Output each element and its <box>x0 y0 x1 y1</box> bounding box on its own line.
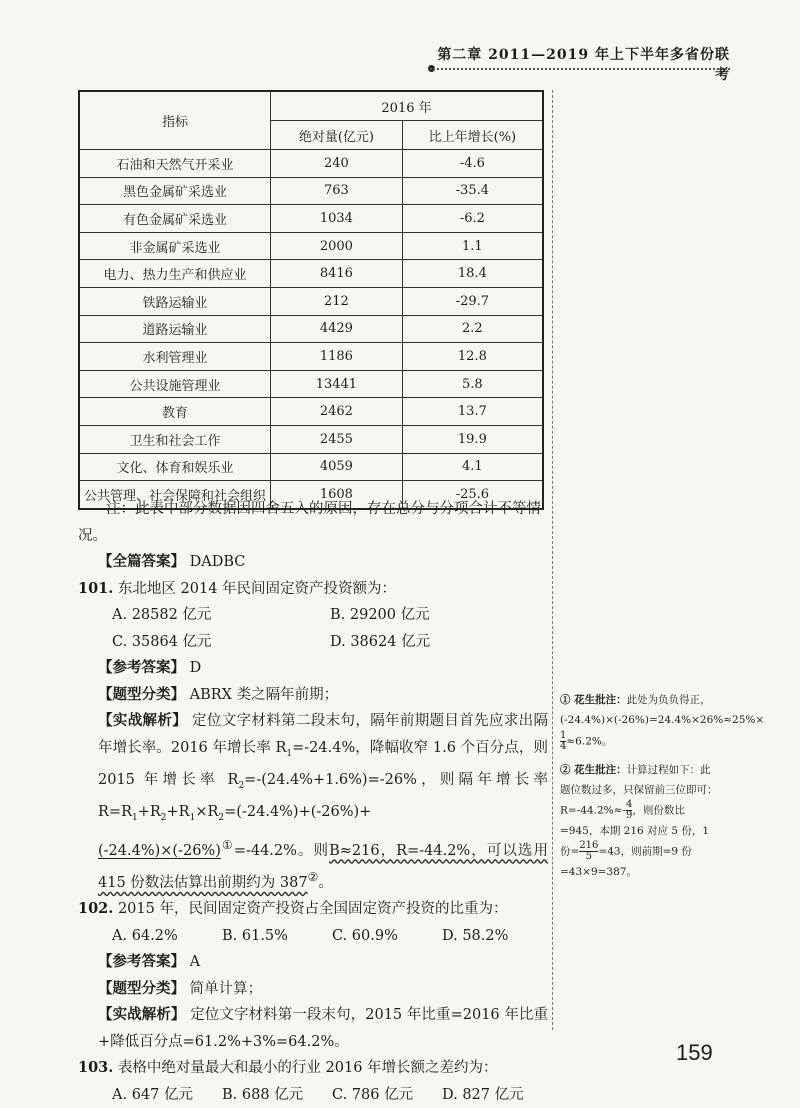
q101-analysis-part3: =-(24.4%+1.6%)=-26%，则隔年增长率 R=R <box>98 771 548 821</box>
q101-analysis <box>78 708 548 896</box>
abs-cell: 763 <box>271 177 403 205</box>
q101-analysis-part6: ×R <box>195 804 219 821</box>
industry-cell: 石油和天然气开采业 <box>79 150 271 178</box>
q102-type-value: 简单计算； <box>189 980 263 997</box>
note1-label: ① 花生批注： <box>560 694 627 706</box>
industry-cell: 道路运输业 <box>79 315 271 343</box>
q103-option-d: D. 827 亿元 <box>442 1086 524 1103</box>
industry-cell: 水利管理业 <box>79 343 271 371</box>
industry-cell: 卫生和社会工作 <box>79 425 271 453</box>
question-101 <box>78 576 548 603</box>
q101-type <box>78 682 548 709</box>
chapter-header: 第二章 2011—2019 年上下半年多省份联考 <box>437 47 730 83</box>
footnote-marker-2: ② <box>307 870 319 884</box>
question-103 <box>78 1055 548 1082</box>
note2-frac2-num: 216 <box>579 840 599 852</box>
q102-option-b: B. 61.5% <box>222 927 288 944</box>
industry-cell: 黑色金属矿采选业 <box>79 177 271 205</box>
q101-analysis-part9: =-44.2%。则 <box>233 842 330 859</box>
main-content <box>78 496 548 1108</box>
note2-frac2-den: 5 <box>585 851 593 863</box>
growth-cell: 4.1 <box>402 453 543 481</box>
q101-options-row2 <box>78 629 548 656</box>
header-growth: 比上年增长(%) <box>402 121 543 150</box>
header-year: 2016 年 <box>271 91 543 121</box>
q102-text: 2015 年，民间固定资产投资占全国固定资产投资的比重为： <box>117 901 508 918</box>
note2-frac-num: 4 <box>625 799 633 811</box>
abs-cell: 240 <box>271 150 403 178</box>
table-row <box>79 398 543 426</box>
table-row <box>79 177 543 205</box>
q101-analysis-part1: 定位文字材料第二段末句，隔年前期题目首先应求出隔年增长率。2016 年增长率 R <box>98 713 549 756</box>
margin-note-2 <box>560 760 720 883</box>
growth-cell: 5.8 <box>402 370 543 398</box>
q101-option-b: B. 29200 亿元 <box>330 607 430 623</box>
footnote-marker-1: ① <box>220 837 234 852</box>
industry-cell: 文化、体育和娱乐业 <box>79 453 271 481</box>
growth-cell: 18.4 <box>402 260 543 288</box>
q102-options <box>78 923 548 950</box>
abs-cell: 2455 <box>271 425 403 453</box>
note1-tail: ≈6.2%。 <box>566 735 613 748</box>
sub-1b: 1 <box>131 813 138 824</box>
abs-cell: 2000 <box>271 232 403 260</box>
abs-cell: 8416 <box>271 260 403 288</box>
growth-cell: 13.7 <box>402 398 543 426</box>
q101-answer-value: D <box>189 660 202 676</box>
table-row <box>79 425 543 453</box>
table-body <box>79 150 543 509</box>
abs-cell: 212 <box>271 287 403 315</box>
industry-cell: 公共设施管理业 <box>79 370 271 398</box>
q103-options <box>78 1082 548 1108</box>
q101-option-d: D. 38624 亿元 <box>330 633 431 650</box>
note2-text3: ，则份数比=945，本期 216 对应 5 份，1 份= <box>560 804 710 858</box>
q101-analysis-underlined: (-24.4%)×(-26%) <box>98 842 221 859</box>
note2-frac-den: 9 <box>625 810 633 822</box>
growth-cell: -29.7 <box>402 287 543 315</box>
page-number: 159 <box>676 1040 713 1065</box>
q102-option-d: D. 58.2% <box>442 927 509 944</box>
q102-answer <box>78 949 548 976</box>
industry-cell: 铁路运输业 <box>79 287 271 315</box>
q101-analysis-wavy: B≈216，R=-44.2%，可以选用 415 份数法估算出前期约为 387 <box>98 842 548 891</box>
table-row <box>79 205 543 233</box>
industry-cell: 非金属矿采选业 <box>79 232 271 260</box>
growth-cell: 19.9 <box>402 425 543 453</box>
sub-2c: 2 <box>218 813 225 824</box>
abs-cell: 1186 <box>271 343 403 371</box>
header-abs: 绝对量(亿元) <box>271 121 403 150</box>
margin-note-1 <box>560 690 765 752</box>
table-row <box>79 370 543 398</box>
header-indicator: 指标 <box>79 91 271 150</box>
table-row <box>79 453 543 481</box>
full-answer-value: DADBC <box>189 554 246 570</box>
sub-1c: 1 <box>189 813 196 824</box>
q102-option-a: A. 64.2% <box>112 927 178 944</box>
q101-answer <box>78 655 548 682</box>
q102-number: 102. <box>78 900 114 918</box>
table-row <box>79 260 543 288</box>
industry-cell: 公共管理、社会保障和社会组织 <box>79 481 271 509</box>
growth-cell: 1.1 <box>402 232 543 260</box>
growth-cell: 2.2 <box>402 315 543 343</box>
note1-frac-num: 1 <box>560 729 567 741</box>
investment-table <box>78 90 544 510</box>
q103-text: 表格中绝对量最大和最小的行业 2016 年增长额之差约为： <box>117 1060 498 1077</box>
growth-cell: -35.4 <box>402 177 543 205</box>
note2-text4: =43，则前期=9 份=43×9=387。 <box>560 845 692 879</box>
q101-options-row1 <box>78 602 548 629</box>
growth-cell: -4.6 <box>402 150 543 178</box>
table-note: 注：此表中部分数据因四舍五入的原因，存在总分与分项合计不等情况。 <box>78 501 541 544</box>
q103-option-c: C. 786 亿元 <box>332 1086 414 1103</box>
q101-type-value: ABRX 类之隔年前期； <box>189 686 339 703</box>
q102-option-c: C. 60.9% <box>332 927 398 944</box>
abs-cell: 13441 <box>271 370 403 398</box>
note2-fraction-2 <box>579 841 598 862</box>
q102-answer-label: 【参考答案】 <box>98 953 185 971</box>
table-row <box>79 343 543 371</box>
growth-cell: 12.8 <box>402 343 543 371</box>
q101-analysis-label: 【实战解析】 <box>98 712 188 729</box>
q102-analysis-text: 定位文字材料第一段末句，2015 年比重=2016 年比重+降低百分点=61.2%+3%=64.2%。 <box>98 1007 549 1050</box>
q101-analysis-part7: =(-24.4%)+(-26%)+ <box>224 804 372 821</box>
q103-option-a: A. 647 亿元 <box>112 1086 193 1103</box>
q102-type <box>78 976 548 1003</box>
margin-notes <box>560 690 765 883</box>
q101-type-label: 【题型分类】 <box>98 685 185 703</box>
note2-label: ② 花生批注： <box>560 763 627 776</box>
q101-analysis-part4: +R <box>137 804 161 821</box>
sub-2: 2 <box>238 780 245 791</box>
abs-cell: 1034 <box>271 205 403 233</box>
abs-cell: 1608 <box>271 481 403 509</box>
sub-1: 1 <box>286 748 293 759</box>
q103-number: 103. <box>78 1059 114 1077</box>
question-102 <box>78 896 548 923</box>
growth-cell: -25.6 <box>402 481 543 509</box>
note1-frac-den: 4 <box>560 740 567 752</box>
table-row <box>79 232 543 260</box>
full-answer-label: 【全篇答案】 <box>98 553 185 570</box>
q101-analysis-end: 。 <box>318 874 333 891</box>
q101-answer-label: 【参考答案】 <box>98 659 185 676</box>
q102-analysis-label: 【实战解析】 <box>98 1006 186 1024</box>
industry-cell: 有色金属矿采选业 <box>79 205 271 233</box>
table-row <box>79 315 543 343</box>
industry-cell: 电力、热力生产和供应业 <box>79 260 271 288</box>
abs-cell: 4429 <box>271 315 403 343</box>
q101-option-c: C. 35864 亿元 <box>112 633 212 650</box>
abs-cell: 4059 <box>271 453 403 481</box>
q101-analysis-part5: +R <box>166 804 190 821</box>
q102-analysis <box>78 1002 548 1055</box>
table-row <box>79 287 543 315</box>
full-answer <box>78 549 548 576</box>
q101-text: 东北地区 2014 年民间固定资产投资额为： <box>117 580 397 597</box>
industry-cell: 教育 <box>79 398 271 426</box>
header-rule <box>430 68 730 70</box>
q102-type-label: 【题型分类】 <box>98 979 185 997</box>
q101-analysis-part2: =-24.4%，降幅收窄 1.6 个百分点，则 2015 年增长率 R <box>98 739 548 788</box>
q101-number: 101. <box>78 579 114 597</box>
abs-cell: 2462 <box>271 398 403 426</box>
sub-2b: 2 <box>160 813 167 824</box>
note1-text: 此处为负负得正，(-24.4%)×(-26%)=24.4%×26%≈25%× <box>560 694 765 727</box>
q102-answer-value: A <box>189 954 201 971</box>
q101-option-a: A. 28582 亿元 <box>112 607 212 623</box>
growth-cell: -6.2 <box>402 205 543 233</box>
margin-divider <box>552 90 553 1030</box>
table-row <box>79 150 543 178</box>
note2-text2: R=-44.2%≈- <box>560 804 626 817</box>
q103-option-b: B. 688 亿元 <box>222 1086 304 1103</box>
note2-text1: 计算过程如下：此题位数过多，只保留前三位即可： <box>560 763 718 796</box>
